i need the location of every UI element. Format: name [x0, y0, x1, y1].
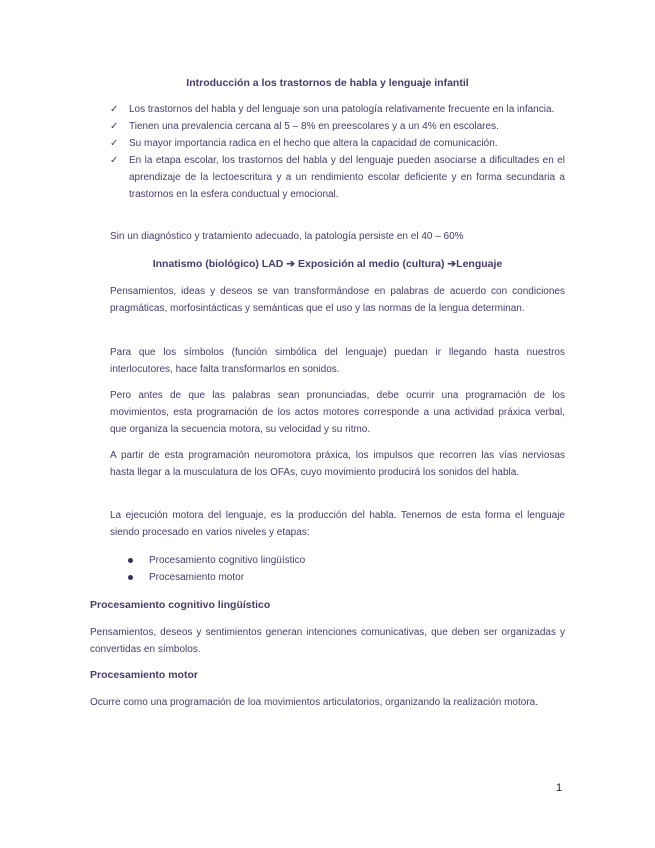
paragraph: Para que los símbolos (función simbólica del lenguaje) puedan ir llegando hasta nuestros interlocutores, hace falta transformarlos en sonidos. — [110, 347, 565, 375]
checklist-item-text: Tienen una prevalencia cercana al 5 – 8% en preescolares y a un 4% en escolares. — [129, 121, 499, 132]
checkmark-icon: ✓ — [110, 138, 119, 149]
checklist-item — [110, 152, 565, 203]
paragraph: Pensamientos, ideas y deseos se van transformándose en palabras de acuerdo con condiciones pragmáticas, morfosintácticas y semánticas que el uso y las normas de la lengua determinan. — [110, 286, 565, 314]
bullet-list — [128, 552, 428, 586]
checklist-item-text: Los trastornos del habla y del lenguaje son una patología relativamente frecuente en la infancia. — [129, 104, 555, 115]
bullet-icon — [128, 558, 133, 563]
checklist — [110, 101, 565, 203]
section-heading: Procesamiento motor — [90, 669, 198, 681]
section-heading: Procesamiento cognitivo lingüístico — [90, 599, 271, 611]
checkmark-icon: ✓ — [110, 155, 119, 166]
checklist-item — [110, 101, 565, 118]
section-subtitle: Innatismo (biológico) LAD ➔ Exposición al medio (cultura) ➔Lenguaje — [152, 258, 503, 270]
checklist-item-text: Su mayor importancia radica en el hecho que altera la capacidad de comunicación. — [129, 138, 498, 149]
document-title: Introducción a los trastornos de habla y lenguaje infantil — [186, 77, 469, 89]
paragraph: La ejecución motora del lenguaje, es la producción del habla. Tenemos de esta forma el lenguaje siendo procesado en varios niveles y etapas: — [110, 510, 565, 538]
section-text: Pensamientos, deseos y sentimientos generan intenciones comunicativas, que deben ser organizadas y convertidas en símbolos. — [90, 627, 565, 655]
list-item — [128, 569, 428, 586]
prevalence-note: Sin un diagnóstico y tratamiento adecuado, la patología persiste en el 40 – 60% — [110, 231, 464, 242]
paragraph: A partir de esta programación neuromotora práxica, los impulsos que recorren las vías nerviosas hasta llegar a la musculatura de los OFAs, cuyo movimiento producirá los sonidos del habla. — [110, 450, 565, 478]
bullet-icon — [128, 575, 133, 580]
section-text: Ocurre como una programación de loa movimientos articulatorios, organizando la realización motora. — [90, 697, 538, 708]
paragraph: Pero antes de que las palabras sean pronunciadas, debe ocurrir una programación de los movimientos, esta programación de los actos motores corresponde a una actividad práxica verbal, que organiza la secuencia motora, su velocidad y su ritmo. — [110, 390, 565, 435]
list-item-text: Procesamiento motor — [149, 572, 245, 583]
checklist-item — [110, 135, 565, 152]
checkmark-icon: ✓ — [110, 104, 119, 115]
list-item — [128, 552, 428, 569]
list-item-text: Procesamiento cognitivo lingüístico — [149, 555, 306, 566]
page-number: 1 — [556, 782, 563, 794]
checklist-item — [110, 118, 565, 135]
checklist-item-text: En la etapa escolar, los trastornos del habla y del lenguaje pueden asociarse a dificultades en el aprendizaje de la lectoescritura y a un rendimiento escolar deficiente y en forma secundaria a trastornos en la esfera conductual y emocional. — [129, 155, 565, 200]
checkmark-icon: ✓ — [110, 121, 119, 132]
